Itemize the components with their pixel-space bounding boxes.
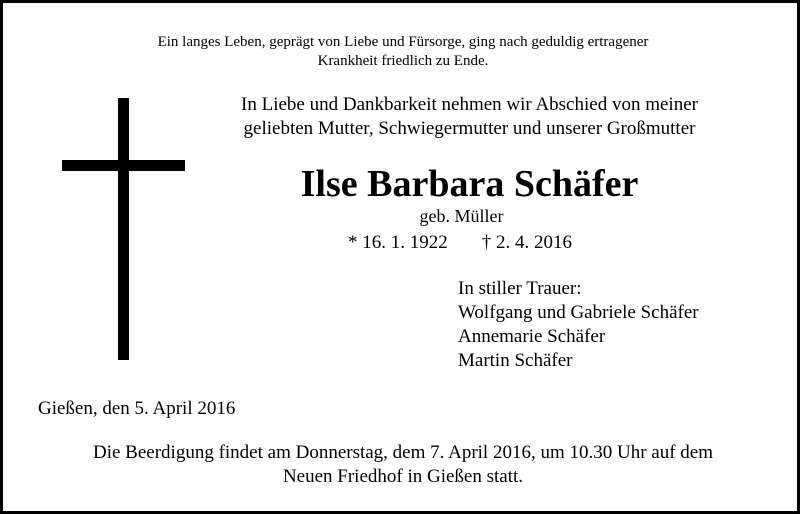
funeral-notice: [3, 441, 800, 489]
death-date: † 2. 4. 2016: [481, 232, 572, 253]
birth-name: geb. Müller: [419, 206, 504, 226]
mourner-name: Wolfgang und Gabriele Schäfer: [458, 302, 699, 323]
motto-line-2: Krankheit friedlich zu Ende.: [317, 53, 489, 69]
funeral-line-1: Die Beerdigung findet am Donnerstag, dem 7. April 2016, um 10.30 Uhr auf dem: [92, 442, 713, 463]
place-and-date: Gießen, den 5. April 2016: [38, 398, 236, 419]
life-dates: [348, 231, 572, 255]
mourner-name: Martin Schäfer: [458, 350, 573, 371]
farewell-intro: [3, 93, 800, 141]
mourners-heading: In stiller Trauer:: [458, 278, 582, 299]
intro-line-2: geliebten Mutter, Schwiegermutter und unserer Großmutter: [243, 118, 696, 139]
motto: [3, 33, 800, 71]
funeral-line-2: Neuen Friedhof in Gießen statt.: [282, 466, 524, 487]
intro-line-1: In Liebe und Dankbarkeit nehmen wir Abschied von meiner: [241, 94, 698, 115]
motto-line-1: Ein langes Leben, geprägt von Liebe und Fürsorge, ging nach geduldig ertragener: [157, 34, 649, 50]
mourners-block: [458, 277, 699, 373]
deceased-name: Ilse Barbara Schäfer: [300, 163, 639, 205]
mourner-name: Annemarie Schäfer: [458, 326, 606, 347]
birth-date: * 16. 1. 1922: [348, 232, 448, 253]
